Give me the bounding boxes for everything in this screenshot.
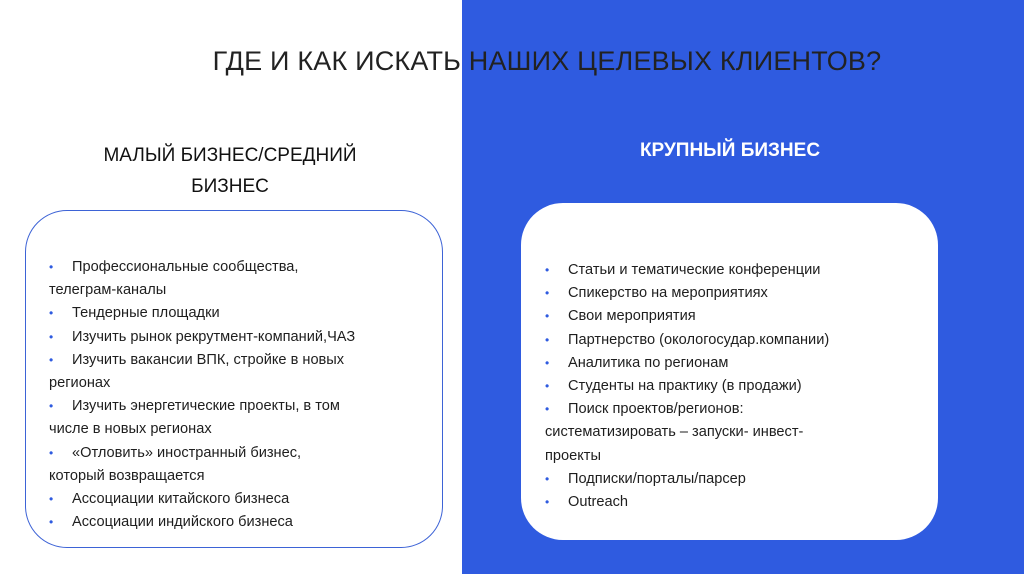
list-item	[545, 398, 829, 468]
list-item-text: Профессиональные сообщества, телеграм-каналы	[49, 259, 299, 299]
list-item	[49, 511, 355, 534]
slide-title: ГДЕ И КАК ИСКАТЬ НАШИХ ЦЕЛЕВЫХ КЛИЕНТОВ?	[212, 46, 882, 76]
bullet-icon: •	[545, 286, 550, 301]
small-medium-business-list	[49, 256, 355, 534]
bullet-icon: •	[49, 399, 54, 414]
list-item	[545, 352, 829, 375]
list-item	[545, 329, 829, 352]
list-item	[49, 349, 355, 395]
list-item-text: Спикерство на мероприятиях	[568, 285, 768, 302]
list-item	[49, 488, 355, 511]
list-item	[545, 468, 829, 491]
bullet-icon: •	[545, 471, 550, 486]
bullet-icon: •	[49, 352, 54, 367]
list-item	[545, 375, 829, 398]
bullet-icon: •	[545, 332, 550, 347]
list-item	[545, 491, 829, 514]
list-item-text: Ассоциации индийского бизнеса	[72, 514, 293, 531]
large-business-list	[545, 259, 829, 514]
bullet-icon: •	[49, 306, 54, 321]
small-medium-business-heading: МАЛЫЙ БИЗНЕС/СРЕДНИЙ БИЗНЕС	[103, 145, 357, 197]
list-item-text: Изучить рынок рекрутмент-компаний,ЧАЗ	[72, 328, 356, 345]
list-item-text: Подписки/порталы/парсер	[568, 470, 746, 487]
small-medium-business-box	[25, 210, 443, 548]
list-item-text: Изучить энергетические проекты, в том числе в новых регионах	[49, 398, 340, 438]
list-item	[545, 305, 829, 328]
bullet-icon: •	[545, 402, 550, 417]
large-business-box	[521, 203, 938, 540]
list-item	[49, 256, 355, 302]
list-item	[49, 442, 355, 488]
list-item	[49, 326, 355, 349]
bullet-icon: •	[545, 309, 550, 324]
list-item	[49, 302, 355, 325]
list-item-text: Студенты на практику (в продажи)	[568, 378, 802, 395]
bullet-icon: •	[49, 329, 54, 344]
bullet-icon: •	[545, 495, 550, 510]
bullet-icon: •	[49, 515, 54, 530]
list-item-text: Свои мероприятия	[568, 308, 696, 325]
list-item	[49, 395, 355, 441]
list-item-text: «Отловить» иностранный бизнес, который возвращается	[49, 444, 302, 484]
bullet-icon: •	[49, 445, 54, 460]
list-item-text: Поиск проектов/регионов: систематизировать – запуски- инвест- проекты	[545, 401, 804, 464]
list-item	[545, 259, 829, 282]
bullet-icon: •	[545, 263, 550, 277]
bullet-icon: •	[545, 379, 550, 394]
list-item-text: Статьи и тематические конференции	[568, 262, 821, 278]
list-item-text: Партнерство (окологосудар.компании)	[568, 331, 830, 348]
bullet-icon: •	[545, 355, 550, 370]
list-item-text: Ассоциации китайского бизнеса	[72, 491, 290, 508]
large-business-heading: КРУПНЫЙ БИЗНЕС	[639, 140, 821, 161]
list-item-text: Outreach	[568, 494, 629, 511]
list-item-text: Аналитика по регионам	[568, 354, 729, 371]
list-item-text: Тендерные площадки	[72, 305, 220, 322]
list-item	[545, 282, 829, 305]
bullet-icon: •	[49, 492, 54, 507]
list-item-text: Изучить вакансии ВПК, стройке в новых регионах	[49, 351, 345, 392]
bullet-icon: •	[49, 260, 54, 274]
